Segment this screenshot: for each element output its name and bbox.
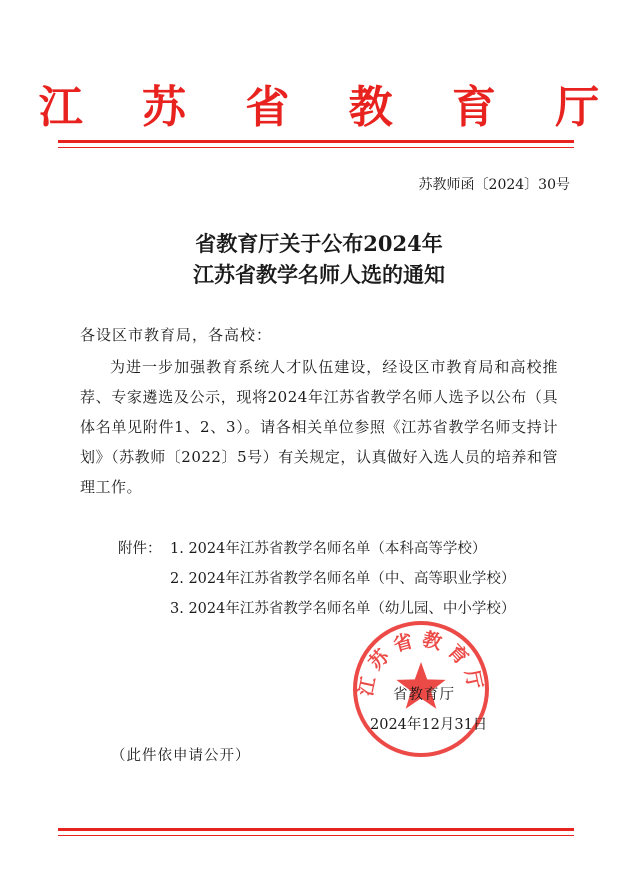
agency-header: 江 苏 省 教 育 厅 xyxy=(38,82,622,133)
attachment-item-1: 1. 2024年江苏省教学名师名单（本科高等学校） xyxy=(170,541,487,557)
disclosure-note: （此件依申请公开） xyxy=(111,748,251,764)
header-rule-thick xyxy=(58,140,574,143)
title-line-2: 江苏省教学名师人选的通知 xyxy=(193,262,445,287)
body-paragraph: 为进一步加强教育系统人才队伍建设，经设区市教育局和高校推荐、专家遴选及公示，现将2024年江苏省教学名师人选予以公布（具体名单见附件1、2、3）。请各相关单位参照《江苏省教学名师支持计划》（苏教师〔2022〕5号）有关规定，认真做好入选人员的培养和管理工作。 xyxy=(80,358,558,496)
document-title xyxy=(0,228,638,290)
signature-date: 2024年12月31日 xyxy=(370,717,488,733)
svg-text:江苏省教育厅: 江苏省教育厅 xyxy=(354,628,488,698)
document-number: 苏教师函〔2024〕30号 xyxy=(418,177,570,193)
title-line-1: 省教育厅关于公布2024年 xyxy=(195,231,443,256)
footer-rule-thin xyxy=(58,835,574,836)
header-rule-thin xyxy=(58,147,574,148)
body-text xyxy=(80,352,558,502)
attachment-item-3: 3. 2024年江苏省教学名师名单（幼儿园、中小学校） xyxy=(170,601,516,617)
attachments-list xyxy=(118,534,515,624)
signature-organization: 省教育厅 xyxy=(393,687,455,703)
attachments-label: 附件： xyxy=(118,541,162,557)
recipient-line: 各设区市教育局，各高校： xyxy=(80,326,273,344)
attachment-item-2: 2. 2024年江苏省教学名师名单（中、高等职业学校） xyxy=(170,571,516,587)
footer-rule-thick xyxy=(58,828,574,831)
